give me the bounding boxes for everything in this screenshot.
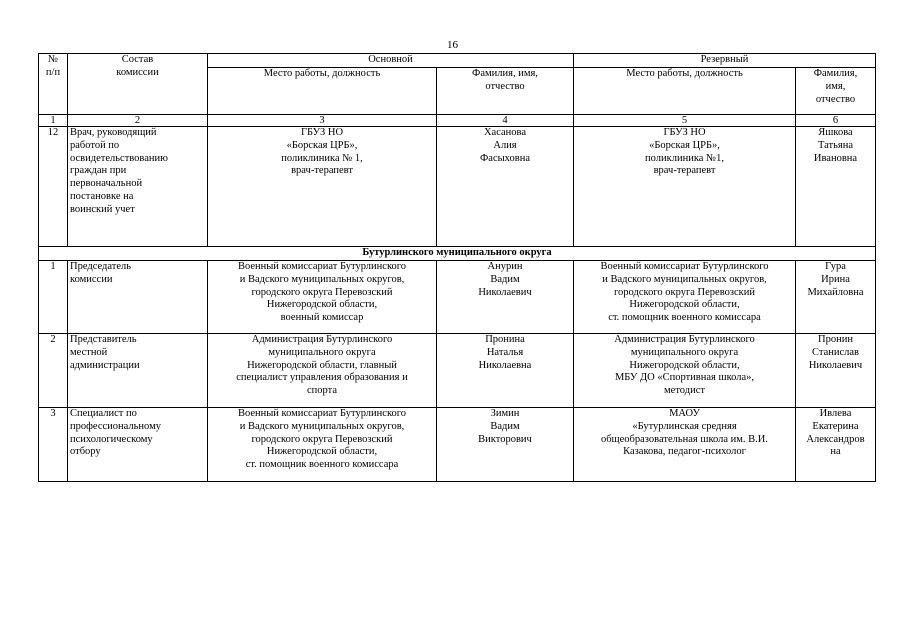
row-main-name: Хасанова Алия Фасыховна [437, 127, 574, 247]
commission-table [38, 53, 876, 482]
col-number-6: 6 [796, 115, 876, 127]
table-row [39, 408, 876, 482]
column-numbers-row [39, 115, 876, 127]
row-num: 3 [39, 408, 68, 482]
header-num: № п/п [39, 54, 68, 115]
header-row-1 [39, 54, 876, 68]
row-role: Председатель комиссии [68, 261, 208, 334]
row-role: Специалист по профессиональному психологическому отбору [68, 408, 208, 482]
row-reserve-work: Администрация Бутурлинского муниципального округа Нижегородской области, МБУ ДО «Спортивная школа», методист [574, 334, 796, 408]
header-main-name: Фамилия, имя, отчество [437, 68, 574, 115]
header-main-group: Основной [208, 54, 574, 68]
table-row [39, 334, 876, 408]
header-composition: Состав комиссии [68, 54, 208, 115]
row-reserve-name: Яшкова Татьяна Ивановна [796, 127, 876, 247]
row-num: 12 [39, 127, 68, 247]
table-row [39, 261, 876, 334]
row-main-work: Администрация Бутурлинского муниципального округа Нижегородской области, главный специалист управления образования и спорта [208, 334, 437, 408]
row-main-name: Пронина Наталья Николаевна [437, 334, 574, 408]
row-reserve-name: Пронин Станислав Николаевич [796, 334, 876, 408]
page-number: 16 [447, 39, 458, 51]
row-main-work: ГБУЗ НО «Борская ЦРБ», поликлиника № 1, врач-терапевт [208, 127, 437, 247]
col-number-1: 1 [39, 115, 68, 127]
header-reserve-work: Место работы, должность [574, 68, 796, 115]
row-role: Врач, руководящий работой по освидетельствованию граждан при первоначальной постановке на воинский учет [68, 127, 208, 247]
row-reserve-name: Ивлева Екатерина Александров на [796, 408, 876, 482]
row-main-work: Военный комиссариат Бутурлинского и Вадского муниципальных округов, городского округа Перевозский Нижегородской области, военный комиссар [208, 261, 437, 334]
row-role: Представитель местной администрации [68, 334, 208, 408]
col-number-3: 3 [208, 115, 437, 127]
table-row [39, 127, 876, 247]
row-reserve-work: Военный комиссариат Бутурлинского и Вадского муниципальных округов, городского округа Перевозский Нижегородской области, ст. помощник военного комиссара [574, 261, 796, 334]
row-reserve-name: Гура Ирина Михайловна [796, 261, 876, 334]
district-header-row [39, 247, 876, 261]
row-reserve-work: ГБУЗ НО «Борская ЦРБ», поликлиника №1, врач-терапевт [574, 127, 796, 247]
row-num: 2 [39, 334, 68, 408]
district-title: Бутурлинского муниципального округа [39, 247, 876, 261]
header-reserve-group: Резервный [574, 54, 876, 68]
col-number-4: 4 [437, 115, 574, 127]
col-number-5: 5 [574, 115, 796, 127]
row-main-name: Анурин Вадим Николаевич [437, 261, 574, 334]
header-main-work: Место работы, должность [208, 68, 437, 115]
col-number-2: 2 [68, 115, 208, 127]
row-reserve-work: МАОУ «Бутурлинская средняя общеобразовательная школа им. В.И. Казакова, педагог-психолог [574, 408, 796, 482]
row-num: 1 [39, 261, 68, 334]
row-main-work: Военный комиссариат Бутурлинского и Вадского муниципальных округов, городского округа Перевозский Нижегородской области, ст. помощник военного комиссара [208, 408, 437, 482]
header-reserve-name: Фамилия, имя, отчество [796, 68, 876, 115]
row-main-name: Зимин Вадим Викторович [437, 408, 574, 482]
